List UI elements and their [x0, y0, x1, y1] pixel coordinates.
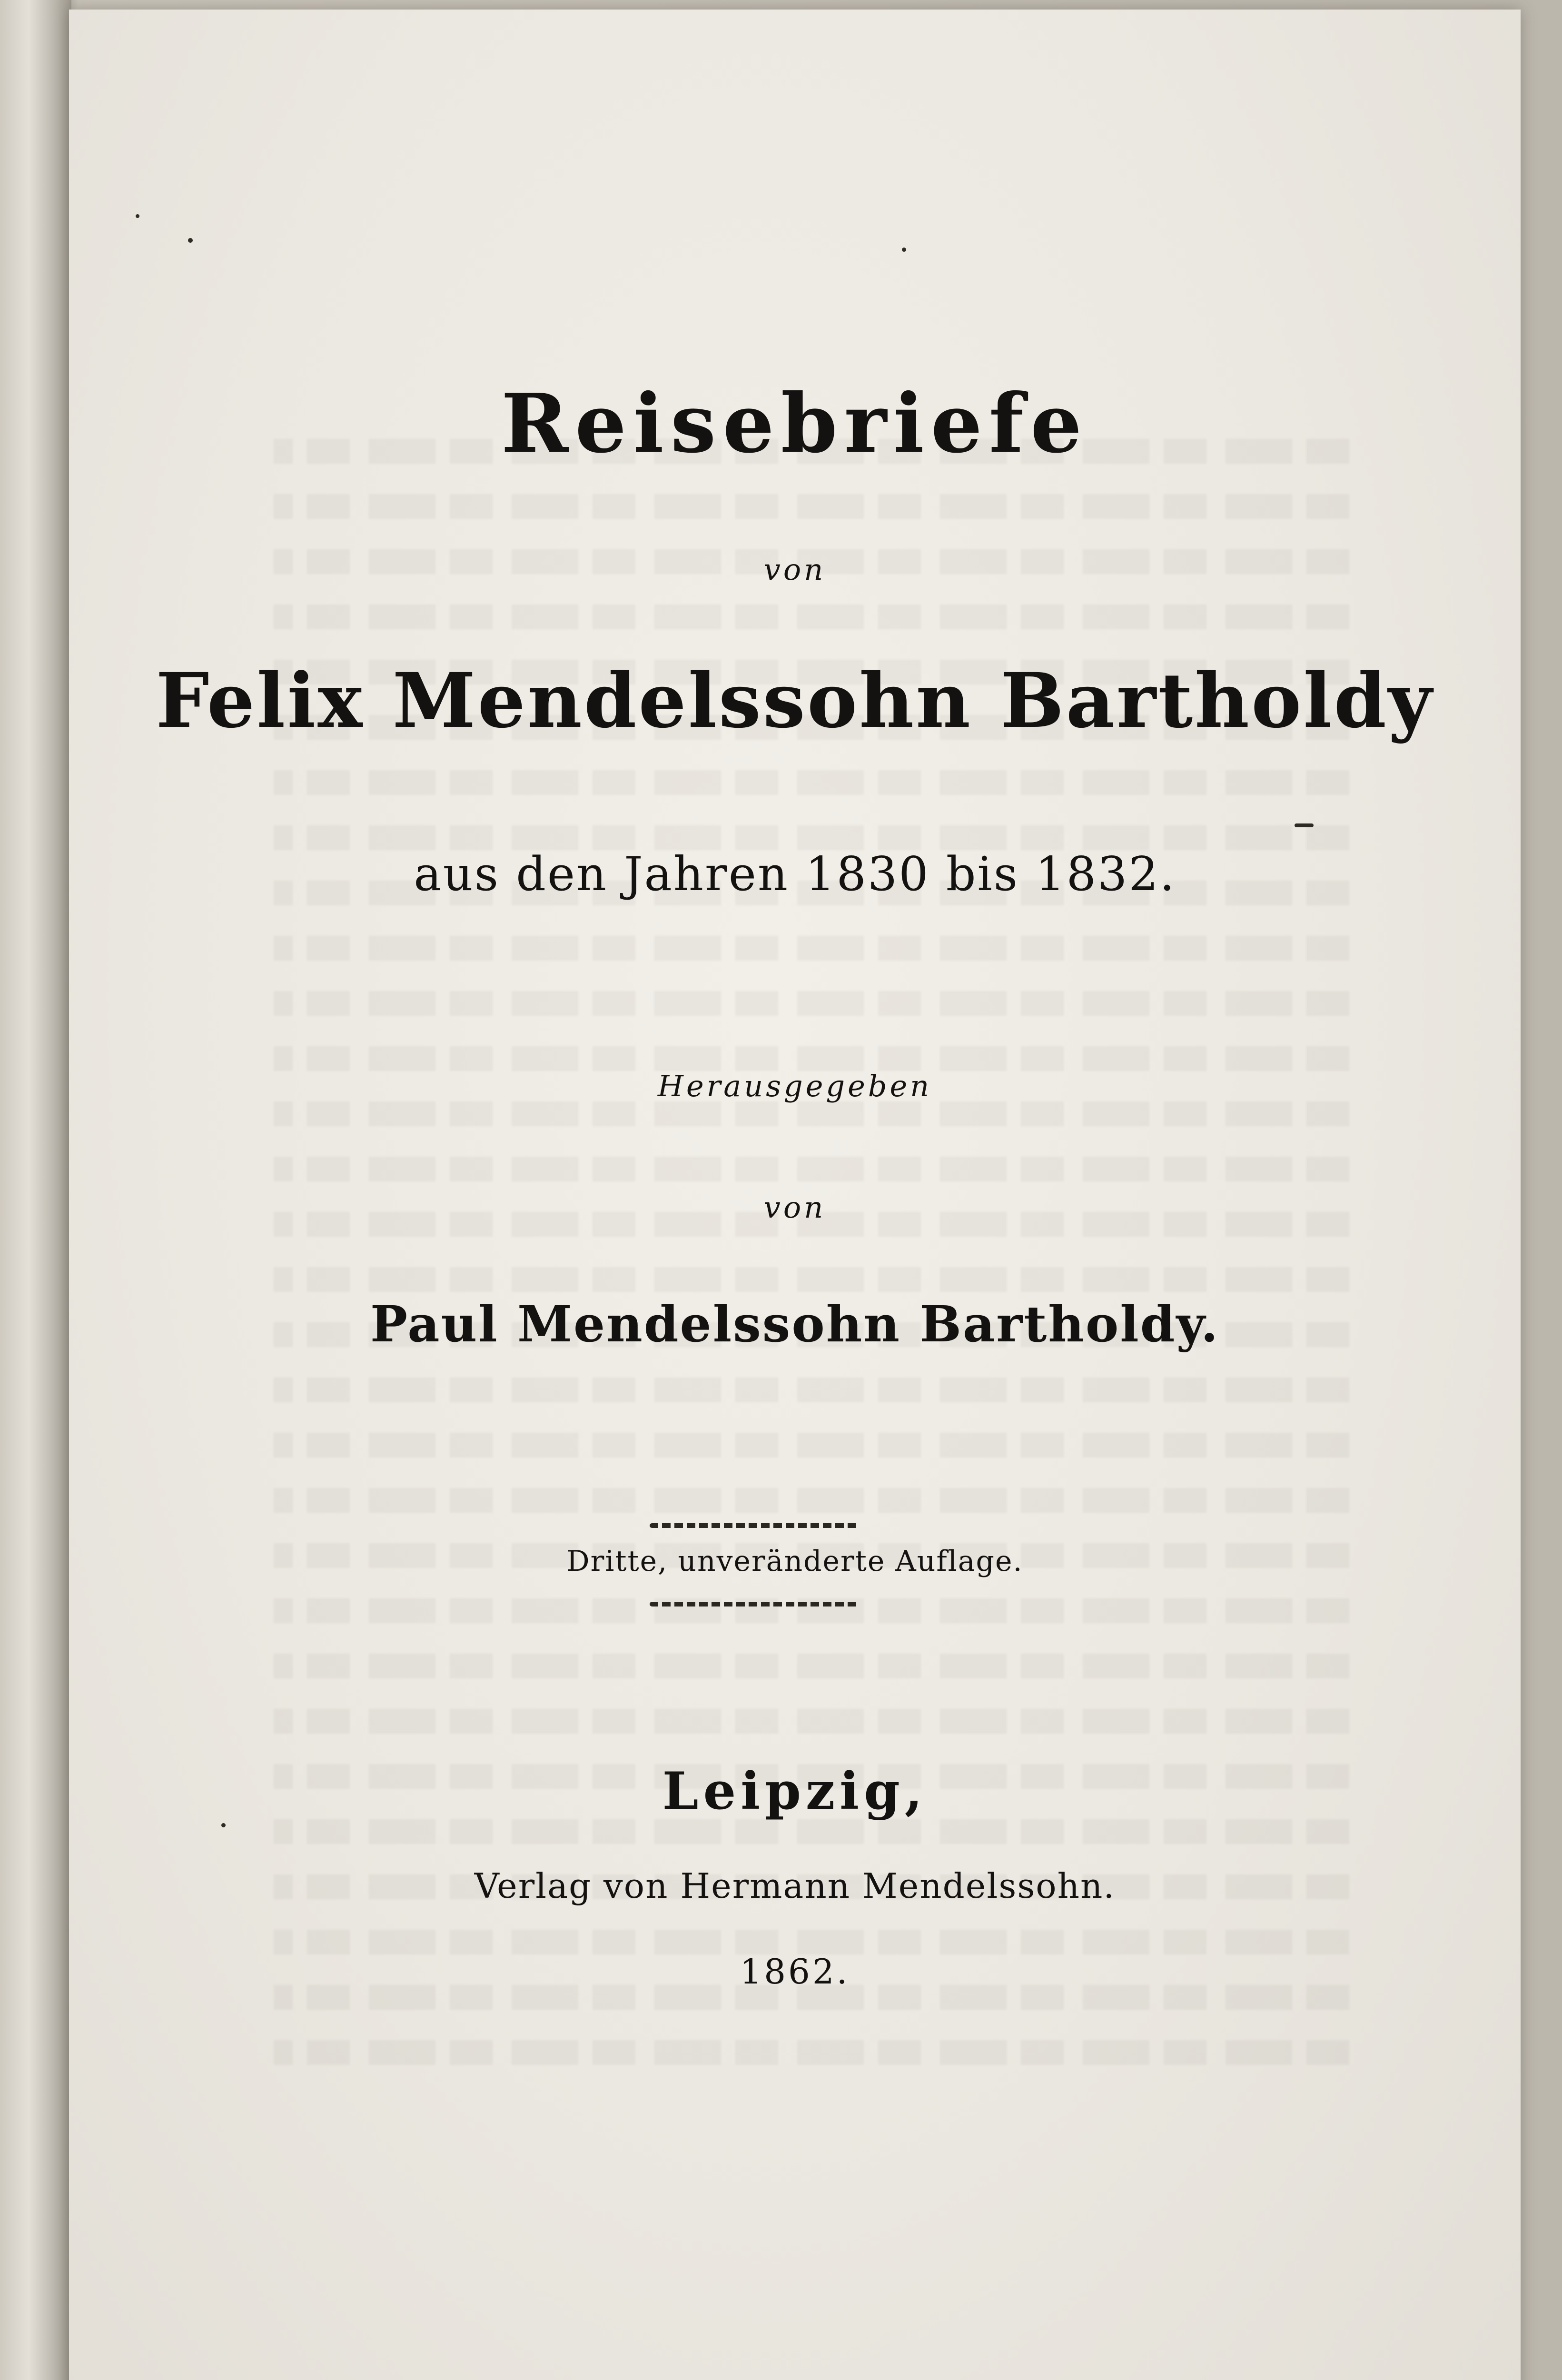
ornamental-rule-top — [650, 1523, 859, 1528]
book-title: Reisebriefe — [501, 376, 1089, 471]
publication-place: Leipzig, — [662, 1761, 928, 1821]
book-spine-edge — [0, 0, 71, 2380]
paper-speck — [1295, 823, 1314, 827]
by-line-editor: von — [763, 1190, 826, 1225]
edited-by-label: Herausgegeben — [657, 1069, 932, 1103]
paper-speck — [221, 1823, 226, 1827]
publisher: Verlag von Hermann Mendelssohn. — [474, 1866, 1116, 1906]
paper-speck — [136, 214, 139, 218]
date-range: aus den Jahren 1830 bis 1832. — [414, 847, 1176, 902]
by-line-author: von — [763, 552, 826, 587]
editor-name: Paul Mendelssohn Bartholdy. — [370, 1295, 1220, 1353]
author-name: Felix Mendelssohn Bartholdy — [156, 657, 1434, 745]
title-page — [69, 10, 1521, 2380]
paper-speck — [902, 248, 906, 252]
paper-speck — [188, 238, 193, 243]
ornamental-rule-bottom — [650, 1602, 859, 1606]
publication-year: 1862. — [740, 1952, 850, 1992]
edition-statement: Dritte, unveränderte Auflage. — [566, 1545, 1023, 1578]
